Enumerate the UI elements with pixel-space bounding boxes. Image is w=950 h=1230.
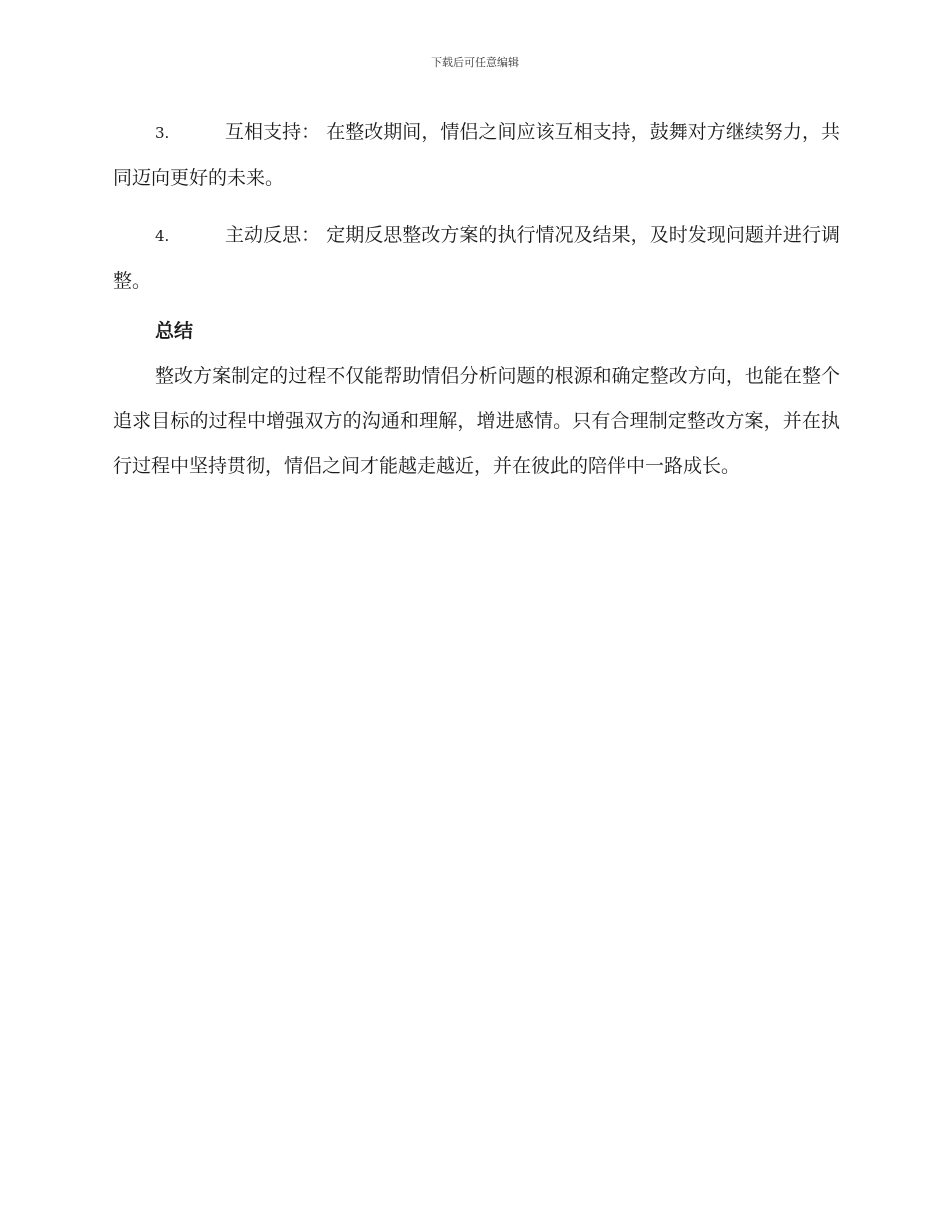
list-item-title: 主动反思： xyxy=(225,224,321,246)
summary-heading: 总结 xyxy=(155,320,194,342)
list-item-text: 在整改期间，情侣之间应该互相支持，鼓舞对方继续努力，共同迈向更好的未来。 xyxy=(113,121,840,189)
list-item-number: 4. xyxy=(155,227,170,245)
list-item-number: 3. xyxy=(155,124,170,142)
list-item-text: 定期反思整改方案的执行情况及结果，及时发现问题并进行调整。 xyxy=(113,224,840,292)
list-item xyxy=(113,110,840,201)
page-header: 下载后可任意编辑 xyxy=(431,56,519,69)
document-body xyxy=(113,110,840,489)
list-item-title: 互相支持： xyxy=(225,121,321,143)
list-item xyxy=(113,213,840,304)
summary-paragraph: 整改方案制定的过程不仅能帮助情侣分析问题的根源和确定整改方向，也能在整个追求目标的过程中增强双方的沟通和理解，增进感情。只有合理制定整改方案，并在执行过程中坚持贯彻，情侣之间才能越走越近，并在彼此的陪伴中一路成长。 xyxy=(113,365,840,477)
